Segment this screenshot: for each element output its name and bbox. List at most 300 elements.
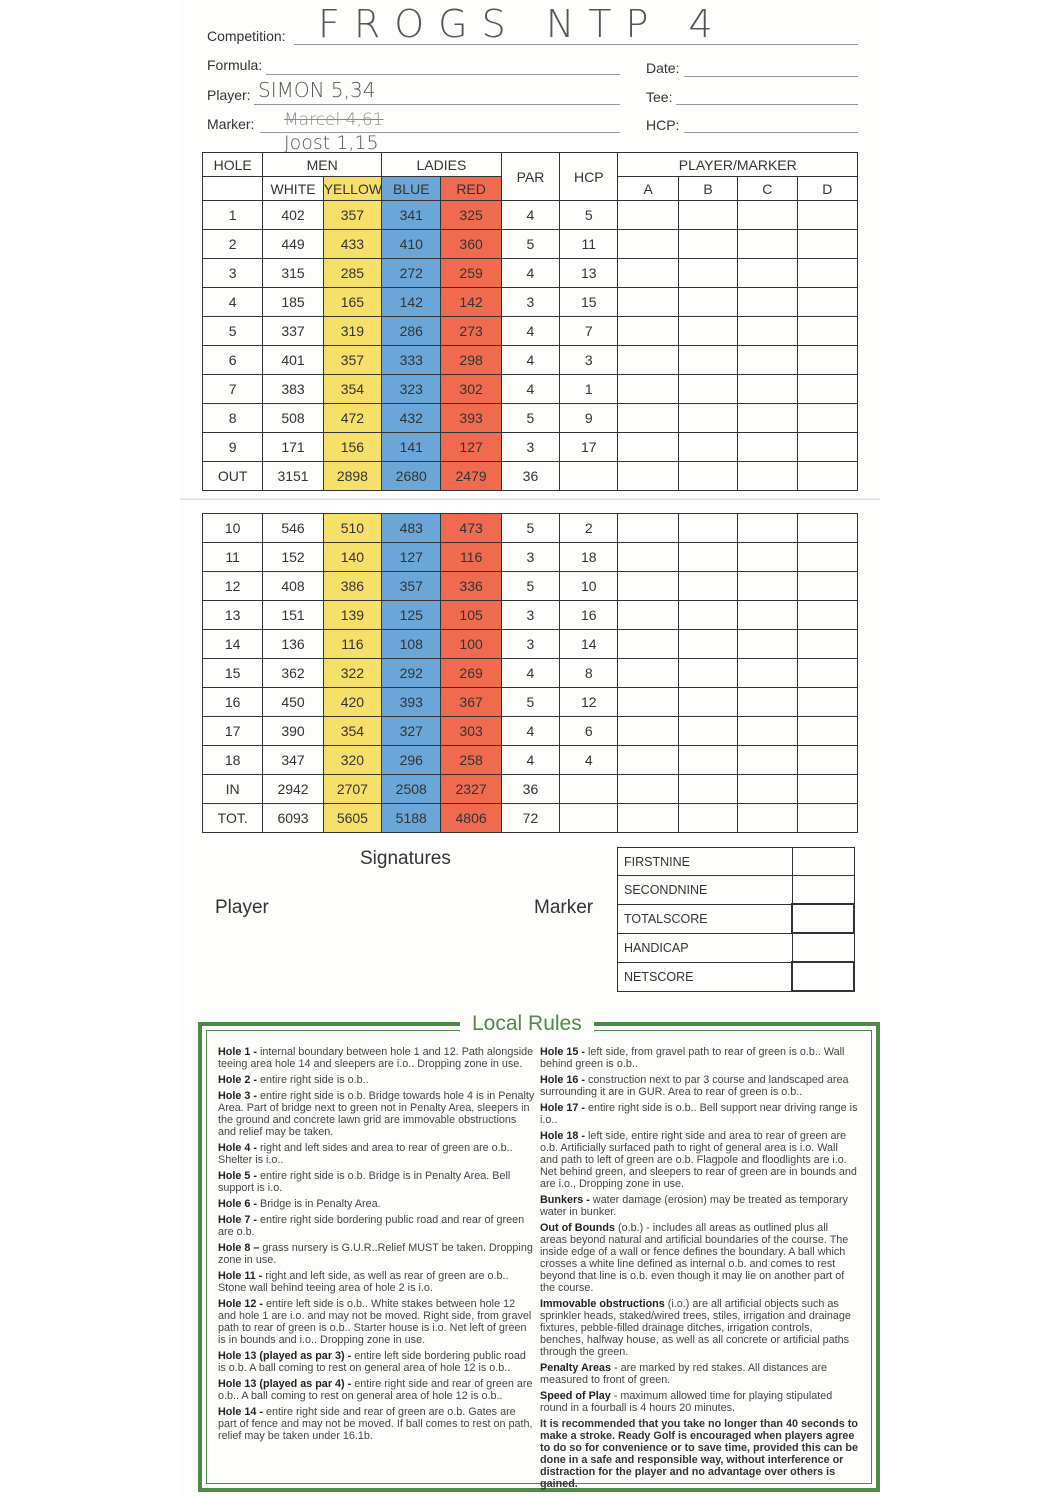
rule-item xyxy=(218,1046,536,1070)
par-cell: 4 xyxy=(501,201,559,230)
rule-item xyxy=(218,1242,536,1266)
local-rules-left-column xyxy=(218,1046,536,1446)
red-cell: 127 xyxy=(441,433,501,462)
signatures-title: Signatures xyxy=(360,848,451,869)
white-cell: 2942 xyxy=(263,775,323,804)
score-cell-d[interactable] xyxy=(797,688,857,717)
rule-heading: Hole 13 (played as par 3) - xyxy=(218,1350,352,1362)
score-cell-a[interactable] xyxy=(618,433,678,462)
marker-label: Marker: xyxy=(207,116,255,132)
yellow-cell: 354 xyxy=(323,717,381,746)
rule-text: entire left side is o.b.. White stakes between hole 12 and hole 1 are i.o. and may not be moved. Right side, from gravel path to rear of green is o.b.. Starter house is i.o. Net left of green is in bounds and i.o.. Dropping zone in use. xyxy=(218,1298,532,1346)
rule-heading: Hole 14 - xyxy=(218,1406,264,1418)
hole-row xyxy=(203,630,858,659)
score-cell-d[interactable] xyxy=(797,230,857,259)
column-b-header: B xyxy=(678,177,737,201)
blue-cell: 432 xyxy=(382,404,441,433)
white-cell: 347 xyxy=(263,746,323,775)
score-cell-b[interactable] xyxy=(678,688,737,717)
first-nine-box[interactable] xyxy=(792,848,854,876)
red-cell: 269 xyxy=(441,659,501,688)
rule-text: construction next to par 3 course and landscaped area surrounding it are in GUR. Area to rear of green is o.b.. xyxy=(540,1074,849,1098)
score-cell-d[interactable] xyxy=(797,630,857,659)
par-cell: 36 xyxy=(501,775,559,804)
score-cell-a[interactable] xyxy=(618,659,678,688)
rule-item xyxy=(218,1142,536,1166)
hcp-cell: 12 xyxy=(560,688,618,717)
total-row xyxy=(203,804,858,833)
par-cell: 4 xyxy=(501,346,559,375)
summary-row-net-score: NETSCORE xyxy=(618,962,855,991)
score-cell-c[interactable] xyxy=(738,317,797,346)
score-cell-a[interactable] xyxy=(618,688,678,717)
handicap-box[interactable] xyxy=(792,933,854,962)
hole-row xyxy=(203,346,858,375)
score-cell-b[interactable] xyxy=(678,317,737,346)
hole-cell: 4 xyxy=(203,288,263,317)
red-cell: 367 xyxy=(441,688,501,717)
par-cell: 5 xyxy=(501,404,559,433)
rule-text: internal boundary between hole 1 and 12. Path alongside teeing area hole 14 and sleepers are i.o.. Dropping zone in use. xyxy=(218,1046,534,1070)
hole-row xyxy=(203,288,858,317)
white-cell: 152 xyxy=(263,543,323,572)
yellow-cell: 116 xyxy=(323,630,381,659)
rule-heading: Hole 6 - xyxy=(218,1198,257,1210)
score-cell-d[interactable] xyxy=(797,317,857,346)
score-cell-d[interactable] xyxy=(797,659,857,688)
par-cell: 3 xyxy=(501,433,559,462)
hole-cell: 1 xyxy=(203,201,263,230)
front-nine-table xyxy=(202,152,858,491)
score-cell-c[interactable] xyxy=(738,433,797,462)
par-cell: 72 xyxy=(501,804,559,833)
yellow-cell: 139 xyxy=(323,601,381,630)
hole-cell: 11 xyxy=(203,543,263,572)
hole-cell: 3 xyxy=(203,259,263,288)
rule-item xyxy=(540,1130,858,1190)
hcp-cell xyxy=(560,775,618,804)
rule-text: entire right side is o.b.. xyxy=(257,1074,369,1086)
par-cell: 4 xyxy=(501,717,559,746)
yellow-header: YELLOW xyxy=(323,177,381,201)
blue-cell: 2680 xyxy=(382,462,441,491)
score-cell-c[interactable] xyxy=(738,288,797,317)
blue-cell: 341 xyxy=(382,201,441,230)
blue-cell: 142 xyxy=(382,288,441,317)
rule-heading: Hole 18 - xyxy=(540,1130,586,1142)
red-cell: 393 xyxy=(441,404,501,433)
rule-text: entire right side and rear of green are o.b. Gates are part of fence and may not be moved. If ball comes to rest on path, relief may be taken under 16.1b. xyxy=(218,1406,533,1442)
rule-heading: Hole 13 (played as par 4) - xyxy=(218,1378,352,1390)
hole-row xyxy=(203,746,858,775)
rule-item xyxy=(540,1222,858,1294)
score-cell-b[interactable] xyxy=(678,259,737,288)
score-cell-d[interactable] xyxy=(797,259,857,288)
score-cell-a[interactable] xyxy=(618,717,678,746)
score-cell-c[interactable] xyxy=(738,659,797,688)
par-cell: 5 xyxy=(501,514,559,543)
score-cell-d[interactable] xyxy=(797,375,857,404)
score-cell-a[interactable] xyxy=(618,804,678,833)
score-cell-d[interactable] xyxy=(797,433,857,462)
blue-cell: 108 xyxy=(382,630,441,659)
score-cell-a[interactable] xyxy=(618,259,678,288)
hcp-cell: 1 xyxy=(560,375,618,404)
score-cell-d[interactable] xyxy=(797,601,857,630)
yellow-cell: 433 xyxy=(323,230,381,259)
competition-value[interactable]: FROGS NTP 4 xyxy=(318,2,727,46)
score-cell-a[interactable] xyxy=(618,514,678,543)
rule-item xyxy=(540,1074,858,1098)
red-cell: 259 xyxy=(441,259,501,288)
yellow-cell: 140 xyxy=(323,543,381,572)
score-cell-c[interactable] xyxy=(738,543,797,572)
hole-cell: 10 xyxy=(203,514,263,543)
marker-struck-value: Marcel 4,61 xyxy=(284,110,384,130)
yellow-cell: 156 xyxy=(323,433,381,462)
hole-row xyxy=(203,317,858,346)
hole-cell: TOT. xyxy=(203,804,263,833)
rule-text: right and left sides and area to rear of green are o.b.. Shelter is i.o.. xyxy=(218,1142,513,1166)
hcp-header: HCP xyxy=(560,153,618,201)
rule-heading: Hole 16 - xyxy=(540,1074,586,1086)
rule-text: entire right side bordering public road and rear of green are o.b. xyxy=(218,1214,525,1238)
rule-item xyxy=(218,1270,536,1294)
score-cell-d[interactable] xyxy=(797,572,857,601)
hcp-cell: 14 xyxy=(560,630,618,659)
hole-cell: 17 xyxy=(203,717,263,746)
red-cell: 142 xyxy=(441,288,501,317)
blue-header: BLUE xyxy=(382,177,441,201)
player-marker-header: PLAYER/MARKER xyxy=(618,153,858,177)
white-cell: 315 xyxy=(263,259,323,288)
summary-row-handicap: HANDICAP xyxy=(618,933,855,962)
hole-row xyxy=(203,688,858,717)
rule-heading: Hole 12 - xyxy=(218,1298,264,1310)
rule-text: (i.o.) are all artificial objects such as sprinkler heads, staked/wired trees, stiles, irrigation and drainage fixtures, pebble-filled drainage ditches, irrigation controls, benches, halfway house, as well as all concrete or artificial paths through the green. xyxy=(540,1298,851,1358)
white-cell: 402 xyxy=(263,201,323,230)
yellow-cell: 354 xyxy=(323,375,381,404)
rule-heading: Bunkers - xyxy=(540,1194,590,1206)
summary-row-total-score: TOTALSCORE xyxy=(618,904,855,933)
rule-text: water damage (erosion) may be treated as temporary water in bunker. xyxy=(540,1194,848,1218)
score-cell-b[interactable] xyxy=(678,804,737,833)
summary-row-second-nine: SECONDNINE xyxy=(618,876,855,905)
hole-cell: OUT xyxy=(203,462,263,491)
score-cell-b[interactable] xyxy=(678,201,737,230)
score-cell-d[interactable] xyxy=(797,775,857,804)
blue-cell: 357 xyxy=(382,572,441,601)
score-cell-d[interactable] xyxy=(797,514,857,543)
red-header: RED xyxy=(441,177,501,201)
rule-text: - maximum allowed time for playing stipulated round in a fourball is 4 hours 20 minutes. xyxy=(540,1390,833,1414)
hole-row xyxy=(203,659,858,688)
rule-heading: Hole 1 - xyxy=(218,1046,257,1058)
white-cell: 151 xyxy=(263,601,323,630)
score-cell-b[interactable] xyxy=(678,433,737,462)
men-header: MEN xyxy=(263,153,382,177)
rule-text: - are marked by red stakes. All distances are measured to front of green. xyxy=(540,1362,828,1386)
hcp-cell: 9 xyxy=(560,404,618,433)
player-value[interactable]: SIMON 5,34 xyxy=(258,78,376,102)
rule-text: entire right side and rear of green are o.b.. A ball coming to rest on general area of hole 12 is o.b.. xyxy=(218,1378,533,1402)
rule-heading: Hole 2 - xyxy=(218,1074,257,1086)
blue-cell: 141 xyxy=(382,433,441,462)
hole-row xyxy=(203,601,858,630)
rule-item xyxy=(540,1046,858,1070)
score-cell-a[interactable] xyxy=(618,375,678,404)
hole-row xyxy=(203,404,858,433)
blue-cell: 2508 xyxy=(382,775,441,804)
hcp-cell: 11 xyxy=(560,230,618,259)
hole-cell: 13 xyxy=(203,601,263,630)
red-cell: 273 xyxy=(441,317,501,346)
score-cell-c[interactable] xyxy=(738,346,797,375)
white-cell: 383 xyxy=(263,375,323,404)
score-cell-d[interactable] xyxy=(797,717,857,746)
formula-line[interactable] xyxy=(266,74,620,75)
ladies-header: LADIES xyxy=(382,153,502,177)
score-cell-a[interactable] xyxy=(618,317,678,346)
score-cell-a[interactable] xyxy=(618,346,678,375)
score-cell-b[interactable] xyxy=(678,572,737,601)
score-cell-c[interactable] xyxy=(738,746,797,775)
white-cell: 6093 xyxy=(263,804,323,833)
score-cell-d[interactable] xyxy=(797,746,857,775)
score-cell-a[interactable] xyxy=(618,775,678,804)
par-cell: 5 xyxy=(501,230,559,259)
score-cell-a[interactable] xyxy=(618,462,678,491)
local-rules-title: Local Rules xyxy=(460,1012,594,1036)
rule-heading: Hole 7 - xyxy=(218,1214,257,1226)
score-cell-b[interactable] xyxy=(678,717,737,746)
rule-item xyxy=(540,1298,858,1358)
par-cell: 3 xyxy=(501,288,559,317)
hole-row xyxy=(203,514,858,543)
score-cell-c[interactable] xyxy=(738,375,797,404)
hcp-cell: 2 xyxy=(560,514,618,543)
second-nine-box[interactable] xyxy=(792,876,854,905)
rule-heading: Hole 4 - xyxy=(218,1142,257,1154)
score-cell-c[interactable] xyxy=(738,688,797,717)
yellow-cell: 165 xyxy=(323,288,381,317)
white-cell: 408 xyxy=(263,572,323,601)
rule-item xyxy=(540,1102,858,1126)
white-cell: 171 xyxy=(263,433,323,462)
score-cell-d[interactable] xyxy=(797,288,857,317)
par-cell: 5 xyxy=(501,688,559,717)
score-cell-b[interactable] xyxy=(678,630,737,659)
net-score-box[interactable] xyxy=(792,962,854,991)
red-cell: 100 xyxy=(441,630,501,659)
score-cell-c[interactable] xyxy=(738,804,797,833)
hcp-cell: 7 xyxy=(560,317,618,346)
score-cell-a[interactable] xyxy=(618,288,678,317)
back-nine-table xyxy=(202,513,858,833)
score-cell-c[interactable] xyxy=(738,230,797,259)
hcp-cell: 8 xyxy=(560,659,618,688)
date-line[interactable] xyxy=(684,76,858,77)
hole-cell: 7 xyxy=(203,375,263,404)
par-cell: 36 xyxy=(501,462,559,491)
hole-cell: 8 xyxy=(203,404,263,433)
date-label: Date: xyxy=(646,60,680,76)
rule-text: Bridge is in Penalty Area. xyxy=(257,1198,381,1210)
rule-item xyxy=(540,1194,858,1218)
formula-label: Formula: xyxy=(207,57,263,73)
score-cell-c[interactable] xyxy=(738,775,797,804)
blue-cell: 327 xyxy=(382,717,441,746)
white-cell: 546 xyxy=(263,514,323,543)
blue-cell: 286 xyxy=(382,317,441,346)
score-cell-c[interactable] xyxy=(738,259,797,288)
red-cell: 336 xyxy=(441,572,501,601)
score-cell-c[interactable] xyxy=(738,572,797,601)
hole-row xyxy=(203,259,858,288)
score-cell-c[interactable] xyxy=(738,462,797,491)
score-cell-b[interactable] xyxy=(678,601,737,630)
score-cell-a[interactable] xyxy=(618,572,678,601)
player-line xyxy=(254,104,620,105)
rule-item xyxy=(218,1170,536,1194)
score-cell-a[interactable] xyxy=(618,630,678,659)
par-header: PAR xyxy=(501,153,559,201)
red-cell: 298 xyxy=(441,346,501,375)
score-cell-b[interactable] xyxy=(678,514,737,543)
score-cell-c[interactable] xyxy=(738,404,797,433)
score-cell-b[interactable] xyxy=(678,404,737,433)
hole-row xyxy=(203,717,858,746)
hcp-line[interactable] xyxy=(684,132,858,133)
score-cell-a[interactable] xyxy=(618,230,678,259)
white-header: WHITE xyxy=(263,177,323,201)
marker-value[interactable]: Joost 1,15 xyxy=(284,132,379,154)
score-cell-d[interactable] xyxy=(797,543,857,572)
score-cell-c[interactable] xyxy=(738,630,797,659)
score-cell-d[interactable] xyxy=(797,804,857,833)
hcp-cell: 3 xyxy=(560,346,618,375)
hole-cell: 16 xyxy=(203,688,263,717)
player-label: Player: xyxy=(207,87,251,103)
blue-cell: 272 xyxy=(382,259,441,288)
yellow-cell: 285 xyxy=(323,259,381,288)
total-row xyxy=(203,462,858,491)
hcp-cell: 17 xyxy=(560,433,618,462)
blue-cell: 393 xyxy=(382,688,441,717)
white-cell: 362 xyxy=(263,659,323,688)
blue-cell: 296 xyxy=(382,746,441,775)
yellow-cell: 472 xyxy=(323,404,381,433)
red-cell: 303 xyxy=(441,717,501,746)
rule-text: entire right side is o.b. Bridge is in Penalty Area. Bell support is i.o. xyxy=(218,1170,511,1194)
score-cell-d[interactable] xyxy=(797,346,857,375)
rule-text: left side, entire right side and area to rear of green are o.b. Artificially surfaced path to right of general area is i.o. Wall and path to left of green are o.b. Flagpole and floodlights are i.o. Net behind green, and sleepers to rear of green are in bounds and are i.o., Dropping zone in use. xyxy=(540,1130,857,1190)
par-cell: 5 xyxy=(501,572,559,601)
speed-of-play-recommendation: It is recommended that you take no longer than 40 seconds to make a stroke. Ready Golf is encouraged when players agree to do so for convenience or to save time, provided this can be done in a safe and responsible way, without interference or distraction for the player and no advantage over others is gained. xyxy=(540,1418,858,1490)
blue-cell: 410 xyxy=(382,230,441,259)
score-cell-b[interactable] xyxy=(678,288,737,317)
yellow-cell: 5605 xyxy=(323,804,381,833)
par-cell: 3 xyxy=(501,630,559,659)
yellow-cell: 357 xyxy=(323,346,381,375)
rule-heading: Immovable obstructions xyxy=(540,1298,665,1310)
rule-item xyxy=(218,1090,536,1138)
score-cell-b[interactable] xyxy=(678,775,737,804)
score-cell-a[interactable] xyxy=(618,601,678,630)
score-summary xyxy=(617,847,855,992)
hole-row xyxy=(203,572,858,601)
rule-heading: Penalty Areas xyxy=(540,1362,612,1374)
rule-item xyxy=(218,1214,536,1238)
yellow-cell: 322 xyxy=(323,659,381,688)
score-cell-d[interactable] xyxy=(797,201,857,230)
rule-item xyxy=(218,1378,536,1402)
rule-heading: Hole 3 - xyxy=(218,1090,257,1102)
hole-cell: 18 xyxy=(203,746,263,775)
score-cell-b[interactable] xyxy=(678,746,737,775)
red-cell: 302 xyxy=(441,375,501,404)
score-cell-b[interactable] xyxy=(678,230,737,259)
score-cell-c[interactable] xyxy=(738,514,797,543)
tee-line[interactable] xyxy=(676,104,858,105)
score-cell-c[interactable] xyxy=(738,201,797,230)
rule-item xyxy=(218,1298,536,1346)
column-d-header: D xyxy=(797,177,857,201)
rule-item xyxy=(218,1350,536,1374)
column-a-header: A xyxy=(618,177,678,201)
score-cell-b[interactable] xyxy=(678,462,737,491)
white-cell: 508 xyxy=(263,404,323,433)
red-cell: 105 xyxy=(441,601,501,630)
total-score-box[interactable] xyxy=(792,904,854,933)
score-cell-a[interactable] xyxy=(618,404,678,433)
score-cell-c[interactable] xyxy=(738,717,797,746)
white-cell: 3151 xyxy=(263,462,323,491)
hole-cell: 15 xyxy=(203,659,263,688)
tee-label: Tee: xyxy=(646,89,673,105)
hcp-cell: 10 xyxy=(560,572,618,601)
score-cell-b[interactable] xyxy=(678,659,737,688)
score-cell-d[interactable] xyxy=(797,462,857,491)
rule-heading: Hole 11 - xyxy=(218,1270,263,1282)
score-cell-a[interactable] xyxy=(618,201,678,230)
rule-heading: Hole 17 - xyxy=(540,1102,586,1114)
rule-heading: Hole 5 - xyxy=(218,1170,257,1182)
score-cell-d[interactable] xyxy=(797,404,857,433)
score-cell-b[interactable] xyxy=(678,346,737,375)
red-cell: 360 xyxy=(441,230,501,259)
rule-text: left side, from gravel path to rear of green is o.b.. Wall behind green is o.b.. xyxy=(540,1046,845,1070)
rule-text: (o.b.) - includes all areas as outlined plus all areas beyond natural and artificial boundaries of the course. The inside edge of a wall or fence defines the boundary. A ball which crosses a white line defined as internal o.b. and comes to rest beyond that line is o.b. even though it may lie on another part of the course. xyxy=(540,1222,849,1294)
hole-cell: 5 xyxy=(203,317,263,346)
score-cell-b[interactable] xyxy=(678,543,737,572)
score-cell-c[interactable] xyxy=(738,601,797,630)
hole-subheader xyxy=(203,177,263,201)
par-cell: 3 xyxy=(501,601,559,630)
hcp-cell: 5 xyxy=(560,201,618,230)
blue-cell: 292 xyxy=(382,659,441,688)
rule-heading: Out of Bounds xyxy=(540,1222,615,1234)
white-cell: 449 xyxy=(263,230,323,259)
yellow-cell: 420 xyxy=(323,688,381,717)
fold-crease xyxy=(180,498,880,500)
hole-header: HOLE xyxy=(203,153,263,177)
score-cell-a[interactable] xyxy=(618,543,678,572)
yellow-cell: 319 xyxy=(323,317,381,346)
rule-item xyxy=(218,1406,536,1442)
score-cell-b[interactable] xyxy=(678,375,737,404)
score-cell-a[interactable] xyxy=(618,746,678,775)
